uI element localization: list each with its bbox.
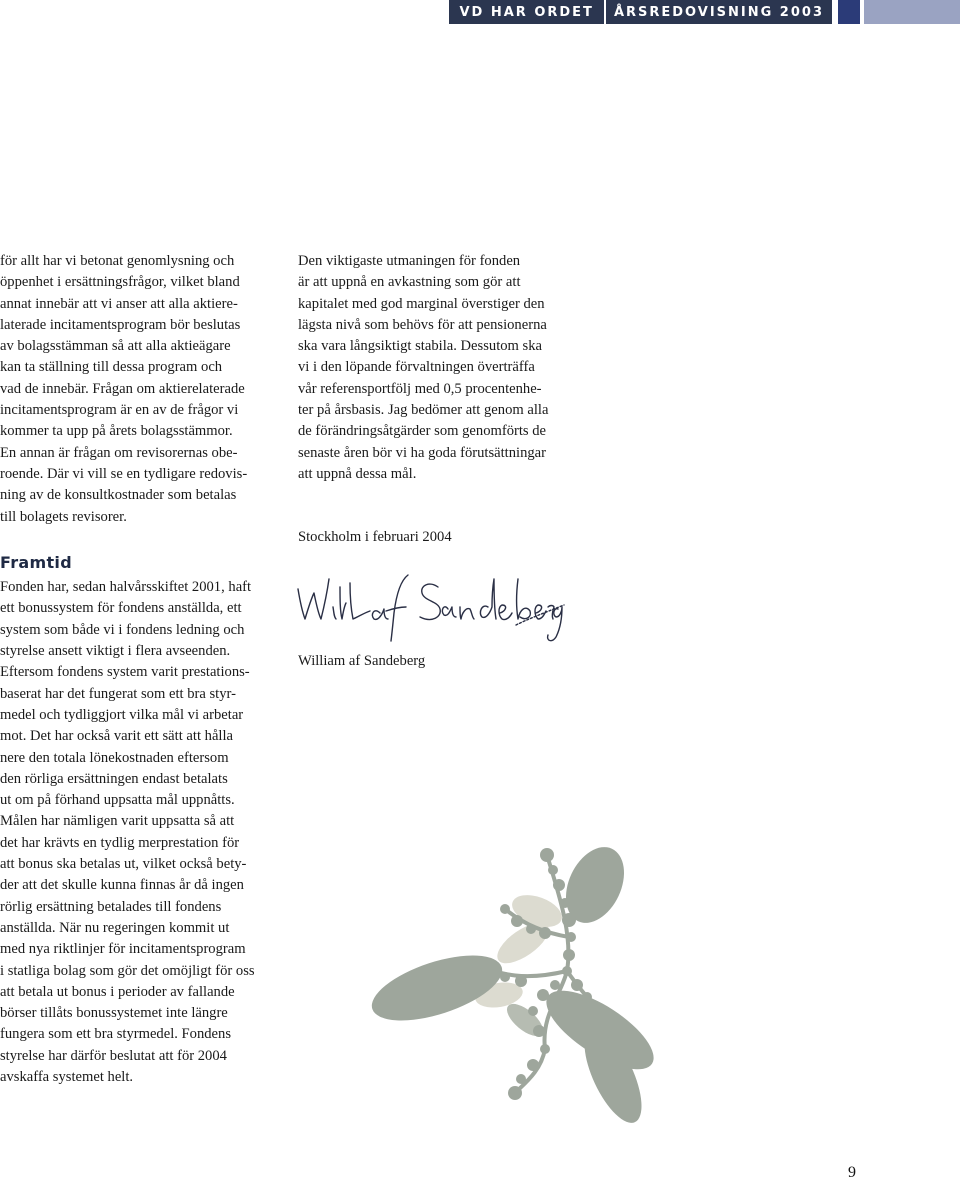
text-line: medel och tydliggjort vilka mål vi arbetar xyxy=(0,706,244,723)
text-line: annat innebär att vi anser att alla aktiere- xyxy=(0,295,238,312)
text-line: avskaffa systemet helt. xyxy=(0,1068,134,1085)
text-line: i statliga bolag som gör det omöjligt för oss xyxy=(0,962,255,979)
text-line: lägsta nivå som behövs för att pensionerna xyxy=(298,316,547,333)
header-accent-bar xyxy=(864,0,960,24)
text-line: till bolagets revisorer. xyxy=(0,508,127,525)
right-column xyxy=(298,251,588,672)
place-and-date: Stockholm i februari 2004 xyxy=(298,529,452,546)
intro-paragraph xyxy=(0,251,274,528)
text-line: vi i den löpande förvaltningen överträffa xyxy=(298,359,535,376)
text-line: styrelse har därför beslutat att för 2004 xyxy=(0,1047,227,1064)
framtid-paragraph xyxy=(0,577,274,1088)
text-line: med nya riktlinjer för incitamentsprogram xyxy=(0,941,246,958)
text-line: för allt har vi betonat genomlysning och xyxy=(0,253,235,269)
text-line: Den viktigaste utmaningen för fonden xyxy=(298,253,521,269)
decorative-plant-illustration xyxy=(355,825,655,1125)
text-line: baserat har det fungerat som ett bra styr- xyxy=(0,685,236,702)
text-line: system som både vi i fondens ledning och xyxy=(0,621,245,638)
handwritten-signature xyxy=(296,567,566,647)
text-line: ut om på förhand uppsatta mål uppnåtts. xyxy=(0,792,235,809)
text-line: mot. Det har också varit ett sätt att hålla xyxy=(0,728,234,745)
text-line: rörlig ersättning betalades till fondens xyxy=(0,898,222,915)
text-line: ter på årsbasis. Jag bedömer att genom alla xyxy=(298,402,549,419)
text-line: ett bonussystem för fondens anställda, ett xyxy=(0,600,242,617)
page-header xyxy=(449,0,960,24)
header-accent-square xyxy=(838,0,860,24)
text-line: En annan är frågan om revisorernas obe- xyxy=(0,444,238,461)
text-line: ska vara långsiktigt stabila. Dessutom ska xyxy=(298,338,542,355)
text-line: styrelse ansett viktigt i flera avseenden. xyxy=(0,643,231,660)
text-line: Fonden har, sedan halvårsskiftet 2001, haft xyxy=(0,579,252,596)
text-line: de förändringsåtgärder som genomförts de xyxy=(298,423,547,440)
left-column xyxy=(0,251,274,1088)
challenge-paragraph xyxy=(298,251,588,485)
text-line: fungera som ett bra styrmedel. Fondens xyxy=(0,1026,232,1043)
text-line: kommer ta upp på årets bolagsstämmor. xyxy=(0,423,233,440)
text-line: ning av de konsultkostnader som betalas xyxy=(0,487,237,504)
text-line: kan ta ställning till dessa program och xyxy=(0,359,223,376)
text-line: det har krävts en tydlig merprestation för xyxy=(0,834,240,851)
report-title: ÅRSREDOVISNING 2003 xyxy=(606,0,832,24)
page-number: 9 xyxy=(848,1164,856,1181)
section-label: VD HAR ORDET xyxy=(449,0,603,24)
signer-name: William af Sandeberg xyxy=(298,652,426,669)
section-heading-framtid: Framtid xyxy=(0,552,72,572)
text-line: senaste åren bör vi ha goda förutsättningar xyxy=(298,444,547,461)
text-line: Målen har nämligen varit uppsatta så att xyxy=(0,813,235,830)
text-line: anställda. När nu regeringen kommit ut xyxy=(0,919,230,936)
text-line: der att det skulle kunna finnas år då ingen xyxy=(0,877,244,894)
text-line: nere den totala lönekostnaden eftersom xyxy=(0,749,229,766)
text-line: att bonus ska betalas ut, vilket också bety- xyxy=(0,856,247,873)
text-line: roende. Där vi vill se en tydligare redovis- xyxy=(0,465,248,482)
text-line: kapitalet med god marginal överstiger den xyxy=(298,295,545,312)
text-line: laterade incitamentsprogram bör beslutas xyxy=(0,316,241,333)
text-line: den rörliga ersättningen endast betalats xyxy=(0,770,228,787)
text-line: börser tillåts bonussystemet inte längre xyxy=(0,1005,228,1022)
text-line: vad de innebär. Frågan om aktierelaterade xyxy=(0,380,245,397)
text-line: att uppnå dessa mål. xyxy=(298,465,417,482)
text-line: att betala ut bonus i perioder av fallande xyxy=(0,983,235,1000)
text-line: är att uppnå en avkastning som gör att xyxy=(298,274,521,291)
text-line: Eftersom fondens system varit prestations- xyxy=(0,664,250,681)
text-line: incitamentsprogram är en av de frågor vi xyxy=(0,402,239,419)
text-line: vår referensportfölj med 0,5 procentenhe- xyxy=(298,380,542,397)
text-line: öppenhet i ersättningsfrågor, vilket bland xyxy=(0,274,240,291)
text-line: av bolagsstämman så att alla aktieägare xyxy=(0,338,231,355)
